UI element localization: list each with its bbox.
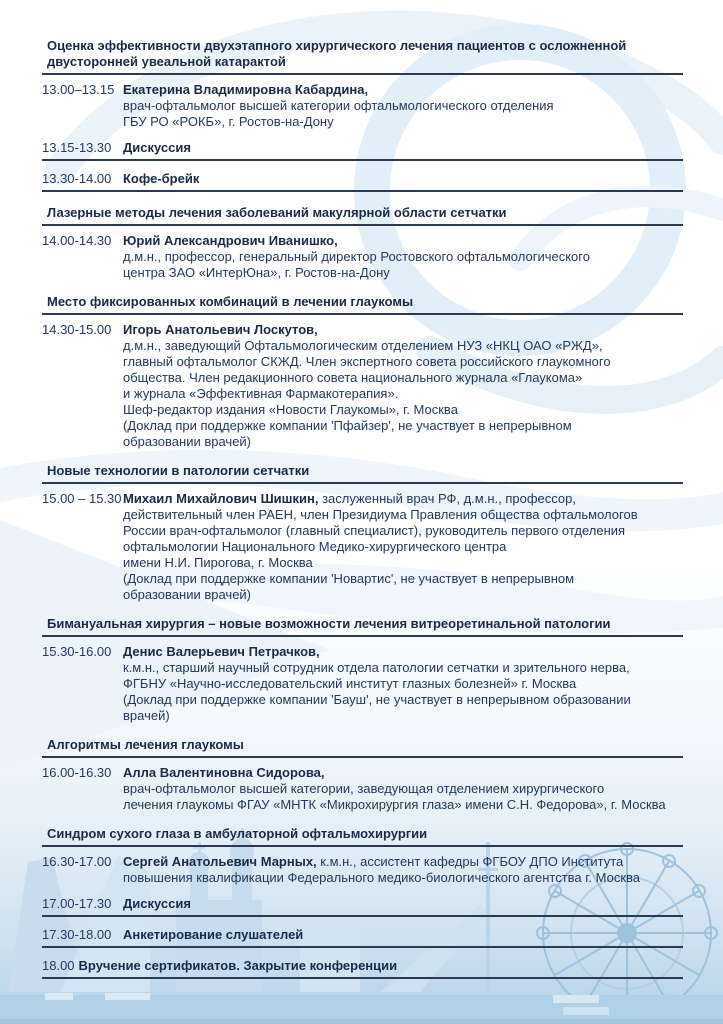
- detail-line: повышения квалификации Федерального медико-биологического агентства г. Москва: [123, 870, 641, 885]
- speaker-name-line: [123, 491, 683, 507]
- detail-line: врачей): [123, 708, 170, 723]
- speaker-name-line: [123, 854, 683, 870]
- section-heading: Синдром сухого глаза в амбулаторной офтальмохирургии: [47, 826, 428, 841]
- detail-line: офтальмологии Национального Медико-хирургического центра: [123, 539, 507, 554]
- section-heading: Алгоритмы лечения глаукомы: [47, 737, 244, 752]
- detail-line: центра ЗАО «ИнтерЮна», г. Ростов-на-Дону: [123, 265, 390, 280]
- session-row: [42, 233, 683, 281]
- detail-line: врач-офтальмолог высшей категории офтальмологического отделения: [123, 98, 554, 113]
- simple-row: [42, 140, 683, 156]
- speaker-name: Алла Валентиновна Сидорова,: [123, 765, 325, 780]
- time-label: 18.00: [42, 958, 75, 973]
- simple-row: [42, 896, 683, 912]
- speaker-name: Михаил Михайлович Шишкин,: [123, 491, 319, 506]
- session-body: [123, 233, 683, 281]
- detail-line: образовании врачей): [123, 434, 252, 449]
- session-row: [42, 644, 683, 724]
- speaker-name: Юрий Александрович Иванишко,: [123, 233, 338, 248]
- detail-line: действительный член РАЕН, член Президиума Правления общества офтальмологов: [123, 507, 638, 522]
- separator-rule: [42, 224, 683, 226]
- speaker-name: Игорь Анатольевич Лоскутов,: [123, 322, 318, 337]
- section-heading: Оценка эффективности двухэтапного хирургического лечения пациентов с осложненной двусторонней увеальной катарактой: [47, 38, 627, 69]
- speaker-name-line: [123, 82, 683, 98]
- session-row: [42, 765, 683, 813]
- session-body: [123, 322, 683, 450]
- closing-label: Вручение сертификатов. Закрытие конференции: [78, 958, 398, 973]
- time-label: 13.15-13.30: [42, 140, 112, 155]
- section-heading: Лазерные методы лечения заболеваний макулярной области сетчатки: [47, 205, 507, 220]
- bottom-band: [0, 993, 723, 1024]
- detail-line: России врач-офтальмолог (главный специалист), руководитель первого отделения: [123, 523, 626, 538]
- separator-rule: [42, 756, 683, 758]
- separator-rule: [42, 946, 683, 948]
- simple-label: Анкетирование слушателей: [123, 927, 304, 942]
- separator-rule: [42, 159, 683, 161]
- time-label: 16.30-17.00: [42, 854, 112, 869]
- detail-line: Шеф-редактор издания «Новости Глаукомы», г. Москва: [123, 402, 458, 417]
- separator-rule: [42, 482, 683, 484]
- detail-line: д.м.н., профессор, генеральный директор Ростовского офтальмологического: [123, 249, 590, 264]
- session-body: [123, 82, 683, 130]
- detail-line: имени Н.И. Пирогова, г. Москва: [123, 555, 313, 570]
- simple-label: Дискуссия: [123, 896, 191, 911]
- detail-line: образовании врачей): [123, 587, 252, 602]
- detail-line: (Доклад при поддержке компании 'Пфайзер', не участвует в непрерывном: [123, 418, 572, 433]
- detail-line: главный офтальмолог СКЖД. Член экспертного совета российского глаукомного: [123, 354, 611, 369]
- speaker-name: Екатерина Владимировна Кабардина,: [123, 82, 369, 97]
- time-label: 17.30-18.00: [42, 927, 112, 942]
- session-body: [123, 765, 683, 813]
- speaker-name-line: [123, 644, 683, 660]
- speaker-name-line: [123, 765, 683, 781]
- session-body: [123, 491, 683, 603]
- session-body: [123, 644, 683, 724]
- separator-rule: [42, 845, 683, 847]
- speaker-name-rest: заслуженный врач РФ, д.м.н., профессор,: [318, 491, 576, 506]
- simple-label: Кофе-брейк: [123, 171, 200, 186]
- detail-line: общества. Член редакционного совета национального журнала «Глаукома»: [123, 370, 583, 385]
- session-row: [42, 322, 683, 450]
- separator-rule: [42, 977, 683, 979]
- time-label: 16.00-16.30: [42, 765, 112, 780]
- speaker-name-rest: к.м.н., ассистент кафедры ФГБОУ ДПО Института: [316, 854, 624, 869]
- section-heading: Новые технологии в патологии сетчатки: [47, 463, 310, 478]
- detail-line: врач-офтальмолог высшей категории, заведующая отделением хирургического: [123, 781, 605, 796]
- detail-line: д.м.н., заведующий Офтальмологическим отделением НУЗ «НКЦ ОАО «РЖД»,: [123, 338, 603, 353]
- separator-rule: [42, 635, 683, 637]
- section-heading: Бимануальная хирургия – новые возможности лечения витреоретинальной патологии: [47, 616, 611, 631]
- session-row: [42, 491, 683, 603]
- detail-line: к.м.н., старший научный сотрудник отдела патологии сетчатки и зрительного нерва,: [123, 660, 630, 675]
- time-label: 17.00-17.30: [42, 896, 112, 911]
- time-label: 14.00-14.30: [42, 233, 112, 248]
- separator-rule: [42, 73, 683, 75]
- detail-line: и журнала «Эффективная Фармакотерапия».: [123, 386, 399, 401]
- time-label: 15.00 – 15.30: [42, 491, 122, 506]
- detail-line: (Доклад при поддержке компании 'Бауш', не участвует в непрерывном образовании: [123, 692, 631, 707]
- simple-row: [42, 927, 683, 943]
- separator-rule: [42, 915, 683, 917]
- time-label: 14.30-15.00: [42, 322, 112, 337]
- section-heading: Место фиксированных комбинаций в лечении глаукомы: [47, 294, 414, 309]
- closing-row: [42, 958, 683, 974]
- session-body: [123, 854, 683, 886]
- detail-line: ФГБНУ «Научно-исследовательский институт глазных болезней» г. Москва: [123, 676, 577, 691]
- separator-rule: [42, 313, 683, 315]
- speaker-name: Денис Валерьевич Петрачков,: [123, 644, 320, 659]
- session-row: [42, 82, 683, 130]
- speaker-name-line: [123, 233, 683, 249]
- simple-row: [42, 171, 683, 187]
- time-label: 13.30-14.00: [42, 171, 112, 186]
- separator-rule: [42, 190, 683, 192]
- detail-line: лечения глаукомы ФГАУ «МНТК «Микрохирургия глаза» имени С.Н. Федорова», г. Москва: [123, 797, 666, 812]
- speaker-name: Сергей Анатольевич Марных,: [123, 854, 317, 869]
- time-label: 15.30-16.00: [42, 644, 112, 659]
- session-row: [42, 854, 683, 886]
- conference-program: [42, 38, 683, 979]
- detail-line: ГБУ РО «РОКБ», г. Ростов-на-Дону: [123, 114, 334, 129]
- speaker-name-line: [123, 322, 683, 338]
- detail-line: (Доклад при поддержке компании 'Новартис', не участвует в непрерывном: [123, 571, 575, 586]
- simple-label: Дискуссия: [123, 140, 191, 155]
- time-label: 13.00–13.15: [42, 82, 115, 97]
